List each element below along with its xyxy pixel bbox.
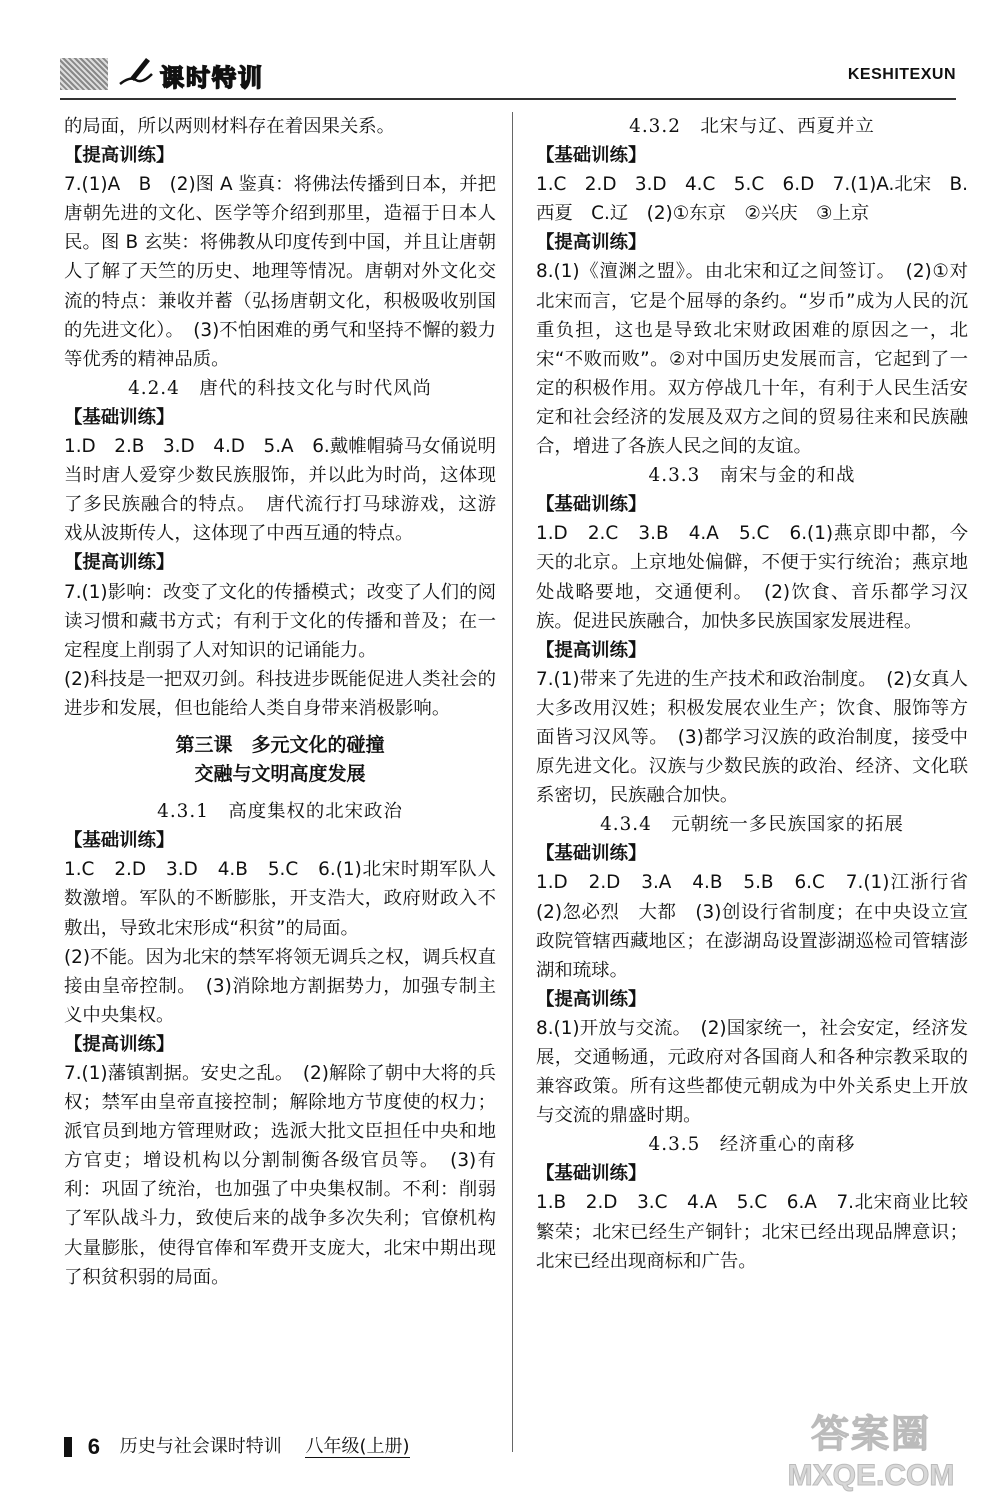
- section-heading: 4.3.2 北宋与辽、西夏并立: [629, 116, 875, 137]
- section-tag: 【提高训练】: [536, 639, 647, 661]
- section-tag: 【提高训练】: [536, 232, 647, 254]
- section-tag: 【提高训练】: [536, 988, 647, 1010]
- book-title: 历史与社会课时特训: [119, 1436, 282, 1457]
- section-tag: 【基础训练】: [536, 1163, 647, 1185]
- lesson-subtitle: 交融与文明高度发展: [194, 763, 366, 786]
- answer-paragraph: 7.(1)影响：改变了文化的传播模式；改变了人们的阅读习惯和藏书方式；有利于文化的传播和普及；在一定程度上削弱了人对知识的记诵能力。: [64, 581, 496, 661]
- brand-name: KESHITEXUN: [847, 66, 956, 83]
- right-column: [536, 112, 987, 1276]
- watermark: [766, 1412, 976, 1502]
- section-heading: 4.3.4 元朝统一多民族国家的拓展: [600, 814, 904, 836]
- section-tag: 【基础训练】: [536, 494, 647, 516]
- section-tag: 【基础训练】: [536, 145, 647, 167]
- answer-paragraph: 1.D 2.C 3.B 4.A 5.C 6.(1)燕京即中都，今天的北京。上京地处偏僻，不便于实行统治；燕京地处战略要地，交通便利。 (2)饮食、音乐都学习汉族。促进民族融合，加快多民族国家发展进程。: [536, 523, 968, 632]
- left-column: [64, 112, 496, 1292]
- section-tag: 【提高训练】: [64, 145, 175, 167]
- logo-pattern: [60, 58, 108, 90]
- page-footer: [64, 1432, 484, 1462]
- watermark-cn: 答案圈: [810, 1414, 931, 1456]
- footer-mark: [64, 1437, 72, 1457]
- section-heading: 4.3.1 高度集权的北宋政治: [157, 801, 403, 823]
- section-tag: 【提高训练】: [64, 1033, 175, 1055]
- answer-paragraph: 8.(1)开放与交流。 (2)国家统一，社会安定，经济发展，交通畅通，元政府对各国商人和各种宗教采取的兼容政策。所有这些都使元朝成为中外关系史上开放与交流的鼎盛时期。: [536, 1017, 968, 1127]
- answer-paragraph: 1.C 2.D 3.D 4.C 5.C 6.D 7.(1)A.北宋 B.西夏 C.辽 (2)①东京 ②兴庆 ③上京: [536, 174, 968, 225]
- answer-paragraph: (2)不能。因为北宋的禁军将领无调兵之权，调兵权直接由皇帝控制。 (3)消除地方割据势力，加强专制主义中央集权。: [64, 946, 496, 1026]
- answer-paragraph: 1.B 2.D 3.C 4.A 5.C 6.A 7.北宋商业比较繁荣；北宋已经生产铜针；北宋已经出现品牌意识；北宋已经出现商标和广告。: [536, 1192, 968, 1272]
- section-heading: 4.2.4 唐代的科技文化与时代风尚: [128, 377, 432, 399]
- section-tag: 【基础训练】: [64, 830, 175, 852]
- page-number: 6: [87, 1434, 100, 1459]
- answer-paragraph: 的局面，所以两则材料存在着因果关系。: [64, 116, 396, 137]
- answer-paragraph: (2)科技是一把双刃剑。科技进步既能促进人类社会的进步和发展，但也能给人类自身带来消极影响。: [64, 668, 496, 719]
- answer-paragraph: 1.D 2.D 3.A 4.B 5.B 6.C 7.(1)江浙行省 (2)忽必烈 大都 (3)创设行省制度；在中央设立宣政院管辖西藏地区；在澎湖岛设置澎湖巡检司管辖澎湖和琉球。: [536, 872, 987, 981]
- logo-text: 课时特训: [160, 64, 264, 92]
- answer-paragraph: 7.(1)带来了先进的生产技术和政治制度。 (2)女真人大多改用汉姓；积极发展农业生产；饮食、服饰等方面皆习汉风等。 (3)都学习汉族的政治制度，接受中原先进文化。汉族与少数民族的政治、经济、文化联系密切，民族融合加快。: [536, 668, 968, 807]
- grade-label: 八年级(上册): [305, 1436, 410, 1457]
- pen-icon: [116, 54, 156, 90]
- column-divider: [512, 112, 513, 1452]
- section-tag: 【基础训练】: [536, 843, 647, 865]
- page-header: [60, 52, 956, 100]
- lesson-title: 第三课 多元文化的碰撞: [175, 733, 385, 756]
- section-tag: 【提高训练】: [64, 552, 175, 574]
- answer-paragraph: 1.C 2.D 3.D 4.B 5.C 6.(1)北宋时期军队人数激增。军队的不断膨胀，开支浩大，政府财政入不敷出，导致北宋形成“积贫”的局面。: [64, 859, 496, 939]
- answer-paragraph: 1.D 2.B 3.D 4.D 5.A 6.戴帷帽骑马女俑说明当时唐人爱穿少数民族服饰，并以此为时尚，这体现了多民族融合的特点。 唐代流行打马球游戏，这游戏从波斯传人，这体现了中西互通的特点。: [64, 436, 496, 545]
- answer-paragraph: 7.(1)A B (2)图 A 鉴真：将佛法传播到日本，并把唐朝先进的文化、医学等介绍到那里，造福于日本人民。图 B 玄奘：将佛教从印度传到中国，并且让唐朝人了解了天竺的历史、地理等情况。唐朝对外文化交流的特点：兼收并蓄（弘扬唐朝文化，积极吸收别国的先进文化）。 (3)不怕困难的勇气和坚持不懈的毅力等优秀的精神品质。: [64, 174, 496, 370]
- answer-paragraph: 8.(1)《澶渊之盟》。由北宋和辽之间签订。 (2)①对北宋而言，它是个屈辱的条约。“岁币”成为人民的沉重负担，这也是导致北宋财政困难的原因之一，北宋“不败而败”。②对中国历史发展而言，它起到了一定的积极作用。双方停战几十年，有利于人民生活安定和社会经济的发展及双方之间的贸易往来和民族融合，增进了各族人民之间的友谊。: [536, 261, 968, 458]
- section-heading: 4.3.5 经济重心的南移: [648, 1134, 856, 1156]
- watermark-en: MXQE.COM: [787, 1459, 955, 1492]
- section-tag: 【基础训练】: [64, 406, 175, 428]
- answer-paragraph: 7.(1)藩镇割据。安史之乱。 (2)解除了朝中大将的兵权；禁军由皇帝直接控制；解除地方节度使的权力；派官员到地方管理财政；选派大批文臣担任中央和地方官吏；增设机构以分割制衡各级官员等。 (3)有利：巩固了统治，也加强了中央集权制。不利：削弱了军队战斗力，致使后来的战争多次失利；官僚机构大量膨胀，使得官俸和军费开支庞大，北宋中期出现了积贫积弱的局面。: [64, 1063, 496, 1288]
- section-heading: 4.3.3 南宋与金的和战: [648, 465, 856, 487]
